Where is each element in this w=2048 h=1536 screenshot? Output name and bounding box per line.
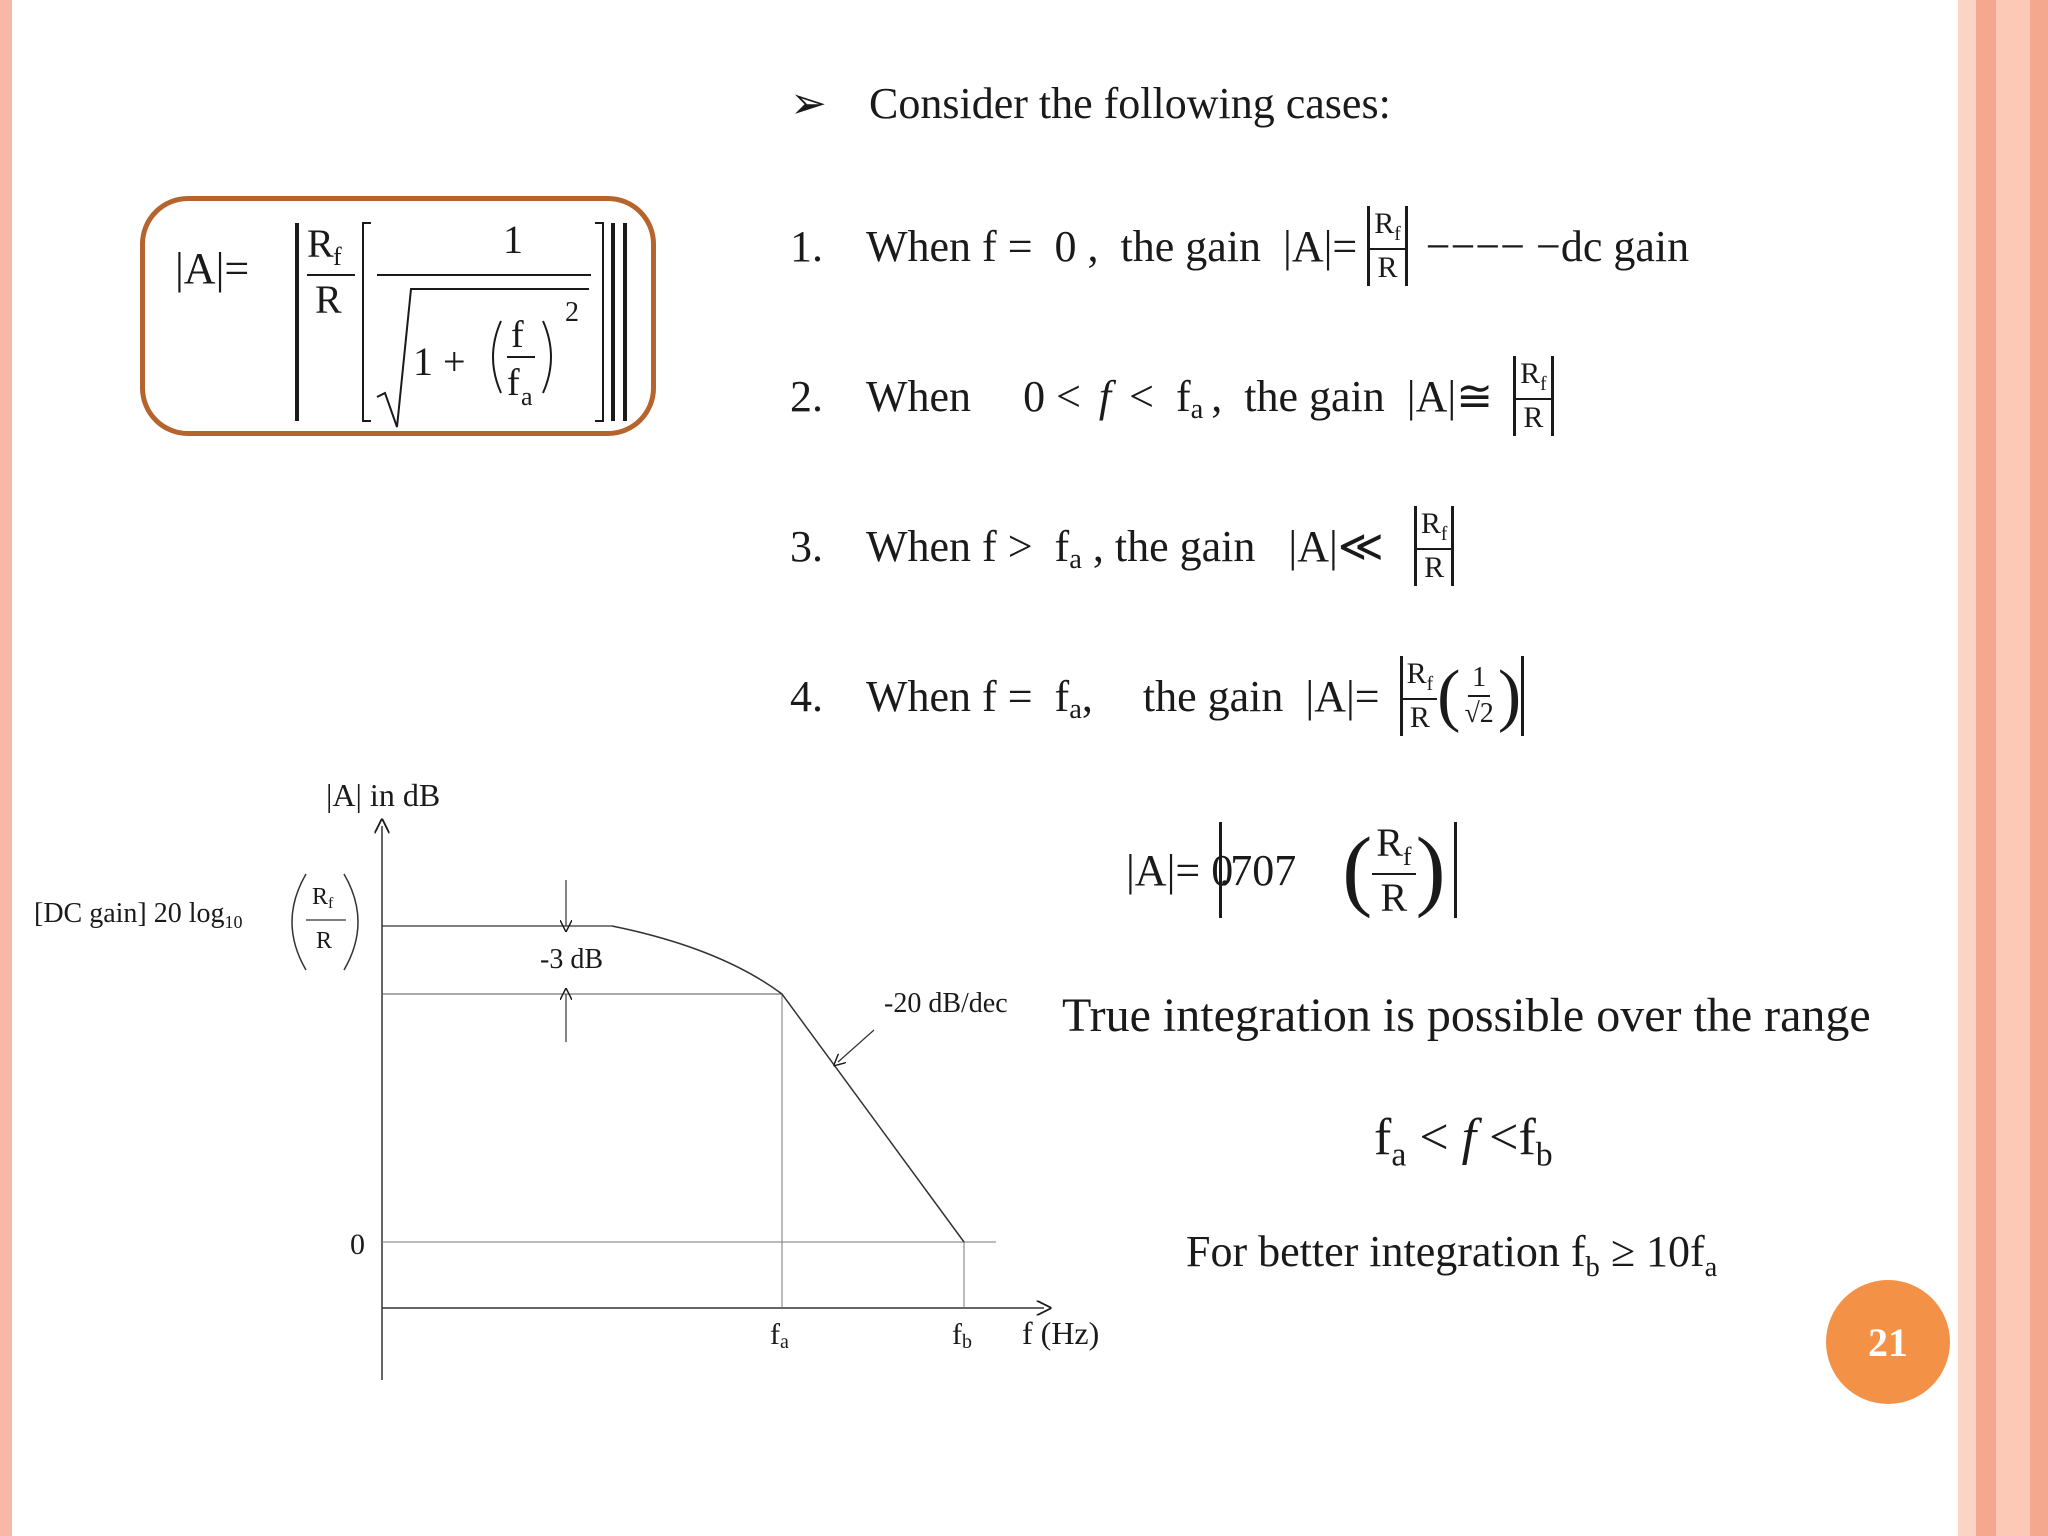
better-sub1: b (1585, 1251, 1600, 1283)
better-text2: ≥ 10f (1599, 1227, 1705, 1276)
frac-num: R (1420, 507, 1441, 541)
range-fa: f (1374, 1109, 1392, 1166)
x-axis-label: f (Hz) (1022, 1315, 1100, 1351)
abs-bar-right (1454, 822, 1457, 918)
case-4-comma: , (1081, 671, 1093, 721)
minus3db-label: -3 dB (540, 944, 603, 975)
abs-bar-right (1451, 506, 1454, 586)
abs-bar-right (1551, 356, 1554, 436)
case-3 (790, 498, 1454, 594)
better-integration-text (1186, 1226, 1717, 1284)
frac-num-sub: f (1540, 374, 1547, 396)
frac-den: R (1377, 250, 1398, 284)
frac-num-sub: f (1394, 224, 1401, 246)
case-2-when: When (866, 371, 972, 421)
range-lt2: < (1476, 1109, 1519, 1166)
frac-den: R (1424, 550, 1445, 584)
case-4-gain: the gain |A|= (1142, 671, 1380, 721)
formula-num-sub: f (333, 242, 342, 271)
case-4-fraction (1403, 659, 1438, 733)
frac-den: R (1380, 874, 1408, 920)
right-stripe-light (1958, 0, 1976, 1536)
case-3-when: When f > f (866, 521, 1070, 571)
formula-fa: f (507, 362, 520, 404)
dc-paren-open (292, 874, 306, 970)
paren-open: ( (1342, 820, 1373, 919)
case-1-text: When f = 0 , the gain |A|= (866, 221, 1358, 271)
page-number: 21 (1868, 1319, 1908, 1365)
case-1 (790, 198, 1689, 294)
formula-exp: 2 (565, 297, 579, 328)
range-fb-sub: b (1535, 1136, 1553, 1174)
frac-num-sub: f (1440, 524, 1448, 546)
formula-sqrt-one: 1 + (413, 339, 466, 384)
formula-den-r: R (315, 277, 342, 322)
frac-num-sub: f (1402, 841, 1412, 871)
case-4-sub: a (1069, 694, 1082, 725)
formula-box (140, 196, 656, 436)
arrow-bullet-icon: ➢ (790, 79, 827, 128)
inner-num: 1 (1468, 664, 1490, 697)
bode-plot (0, 760, 1140, 1400)
paren-close: ) (1415, 820, 1446, 919)
case-2-lt: 0 < (1023, 371, 1081, 421)
intro-text: Consider the following cases: (869, 79, 1391, 128)
formula-f: f (511, 314, 524, 356)
abs-bar-right (1405, 206, 1408, 286)
case-4-number: 4. (790, 671, 823, 721)
page-number-badge (1826, 1280, 1950, 1404)
case-4-when: When f = f (866, 671, 1070, 721)
range-f: f (1461, 1109, 1477, 1166)
better-sub2: a (1704, 1251, 1718, 1283)
mag-lhs: |A|= 0 (1126, 845, 1234, 895)
case-2-number: 2. (790, 371, 823, 421)
bullet-intro (790, 78, 1391, 129)
frac-den: R (1409, 700, 1430, 734)
dc-gain-label: [DC gain] 20 $\log_{10}$ (34, 898, 243, 932)
case-1-suffix: −−−− −dc gain (1425, 221, 1690, 271)
range-lt1: < (1406, 1109, 1462, 1166)
response-curve (612, 926, 964, 1242)
x-tick-fb: fb (952, 1318, 972, 1353)
range-fb: f (1518, 1109, 1536, 1166)
formula-expression (285, 209, 655, 429)
frac-den: R (1523, 400, 1544, 434)
paren-open: ( (1437, 657, 1461, 734)
slope-label: -20 dB/dec (884, 988, 1008, 1019)
true-integration-text: True integration is possible over the range (1062, 989, 1871, 1042)
frac-num-sub: f (1426, 674, 1434, 696)
case-3-gain: , the gain |A|≪ (1081, 521, 1384, 571)
dc-paren-close (344, 874, 358, 970)
formula-num-r: R (307, 221, 334, 266)
dc-frac-den: R (316, 928, 333, 954)
case-1-number: 1. (790, 221, 823, 271)
case-2-f: f (1098, 371, 1112, 421)
case-2 (790, 348, 1554, 444)
case-2-fraction (1516, 359, 1551, 433)
better-text: For better integration f (1186, 1227, 1586, 1276)
y-zero-label: 0 (350, 1228, 365, 1261)
range-fa-sub: a (1391, 1136, 1407, 1174)
frac-num: R (1376, 819, 1403, 865)
x-tick-fa: fa (770, 1318, 789, 1353)
slope-arrow (838, 1030, 874, 1062)
formula-lhs: |A|= (175, 244, 250, 293)
inner-den: √2 (1464, 698, 1494, 729)
case-4 (790, 648, 1524, 744)
case-1-fraction (1370, 209, 1405, 283)
integration-range (1374, 1108, 1553, 1174)
mag-fraction (1372, 819, 1415, 920)
formula-fa-sub: a (521, 382, 533, 411)
mag-value: .707 (1219, 845, 1297, 895)
frac-num: R (1374, 207, 1395, 241)
case-3-number: 3. (790, 521, 823, 571)
y-axis-label: |A| in dB (326, 777, 441, 813)
paren-close: ) (1497, 657, 1522, 734)
frac-num: R (1406, 657, 1427, 691)
right-stripe-inner (1996, 0, 2030, 1536)
abs-bar-right (1521, 656, 1524, 736)
formula-one: 1 (503, 217, 523, 262)
magnitude-equation (1126, 818, 1457, 922)
case-3-sub: a (1069, 544, 1082, 575)
case-3-fraction (1417, 509, 1452, 583)
case-2-gain: , the gain |A|≅ (1211, 371, 1494, 421)
case-4-inner-fraction (1460, 664, 1497, 728)
case-2-sub: a (1190, 394, 1204, 425)
case-2-lt-fa: < f (1129, 371, 1191, 421)
dc-frac-num: Rf (312, 884, 334, 912)
frac-num: R (1520, 357, 1541, 391)
